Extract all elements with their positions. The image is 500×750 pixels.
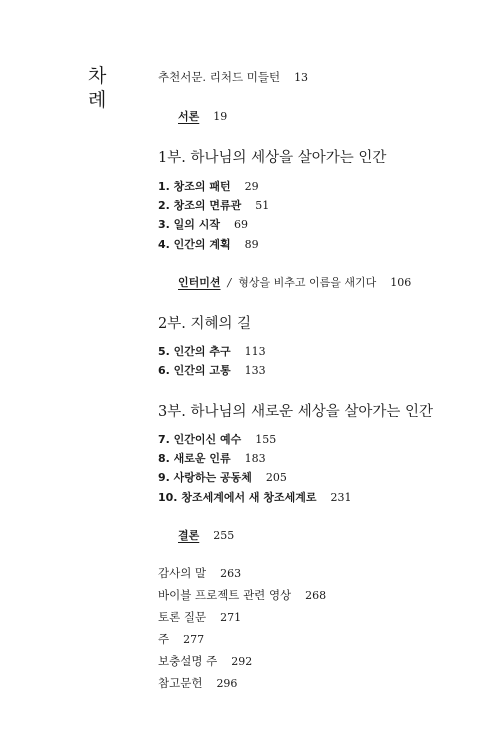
toc-heading-char-1: 차 — [88, 65, 107, 87]
entry-label: 2. 창조의 면류관 — [158, 199, 242, 212]
entry-label: 3. 일의 시작 — [158, 218, 220, 231]
entry-label: 서론 — [178, 110, 200, 123]
entry-page: 271 — [220, 611, 242, 624]
toc-entry-discussion[interactable] — [158, 606, 241, 625]
entry-page: 13 — [294, 71, 309, 84]
toc-entry-ch1[interactable] — [158, 175, 259, 194]
toc-entry-ch6[interactable] — [158, 359, 266, 378]
entry-label: 9. 사랑하는 공동체 — [158, 471, 252, 484]
toc-heading — [88, 64, 110, 112]
entry-label: 5. 인간의 추구 — [158, 345, 231, 358]
toc-entry-bibliography[interactable] — [158, 672, 237, 691]
entry-page: 29 — [244, 180, 259, 193]
entry-label: 참고문헌 — [158, 676, 203, 690]
entry-page: 277 — [183, 633, 205, 646]
entry-page: 231 — [330, 491, 352, 504]
entry-label: 인터미션 — [178, 276, 221, 289]
toc-entry-supplementary-notes[interactable] — [158, 650, 252, 669]
toc-entry-ch7[interactable] — [158, 428, 276, 447]
entry-label: 10. 창조세계에서 새 창조세계로 — [158, 491, 317, 504]
part-1-title[interactable]: 1부. 하나님의 세상을 살아가는 인간 — [158, 150, 387, 166]
entry-page: 69 — [234, 218, 248, 231]
entry-label: 보충설명 주 — [158, 654, 218, 668]
part-3-title[interactable]: 3부. 하나님의 새로운 세상을 살아가는 인간 — [158, 404, 433, 420]
entry-subtitle: 형상을 비추고 이름을 새기다 — [238, 276, 377, 289]
entry-page: 205 — [265, 471, 287, 484]
toc-entry-ch9[interactable] — [158, 466, 287, 485]
toc-entry-ch4[interactable] — [158, 233, 259, 252]
entry-label: 결론 — [178, 529, 200, 542]
entry-page: 268 — [305, 589, 327, 602]
entry-page: 292 — [231, 655, 253, 668]
toc-entry-notes[interactable] — [158, 628, 204, 647]
entry-page: 51 — [255, 199, 270, 212]
part-2-title[interactable]: 2부. 지혜의 길 — [158, 316, 252, 332]
entry-label: 7. 인간이신 예수 — [158, 433, 242, 446]
toc-entry-conclusion[interactable] — [178, 524, 234, 543]
entry-page: 89 — [244, 238, 259, 251]
entry-label: 감사의 말 — [158, 566, 207, 580]
entry-page: 255 — [213, 529, 235, 542]
entry-label: 8. 새로운 인류 — [158, 452, 231, 465]
entry-page: 183 — [244, 452, 266, 465]
entry-page: 296 — [216, 677, 238, 690]
toc-entry-ch2[interactable] — [158, 194, 269, 213]
toc-entry-ch3[interactable] — [158, 213, 248, 232]
entry-label: 1. 창조의 패턴 — [158, 180, 231, 193]
toc-heading-char-2: 례 — [88, 89, 107, 111]
toc-entry-preface[interactable] — [158, 66, 308, 85]
entry-page: 113 — [244, 345, 266, 358]
toc-entry-videos[interactable] — [158, 584, 326, 603]
entry-label: 4. 인간의 계획 — [158, 238, 231, 251]
toc-entry-intro[interactable] — [178, 105, 227, 124]
entry-label: 주 — [158, 632, 170, 646]
entry-separator: / — [227, 276, 232, 289]
entry-page: 155 — [255, 433, 277, 446]
toc-entry-ch8[interactable] — [158, 447, 266, 466]
entry-label: 6. 인간의 고통 — [158, 364, 231, 377]
toc-entry-ch10[interactable] — [158, 486, 352, 505]
entry-label: 바이블 프로젝트 관련 영상 — [158, 588, 292, 602]
toc-entry-interlude[interactable] — [178, 271, 411, 290]
toc-entry-ch5[interactable] — [158, 340, 266, 359]
entry-page: 263 — [220, 567, 242, 580]
entry-page: 133 — [244, 364, 266, 377]
entry-page: 106 — [390, 276, 412, 289]
entry-label: 추천서문. 리처드 미들턴 — [158, 70, 281, 84]
entry-page: 19 — [213, 110, 228, 123]
toc-entry-acknowledgements[interactable] — [158, 562, 241, 581]
entry-label: 토론 질문 — [158, 610, 207, 624]
